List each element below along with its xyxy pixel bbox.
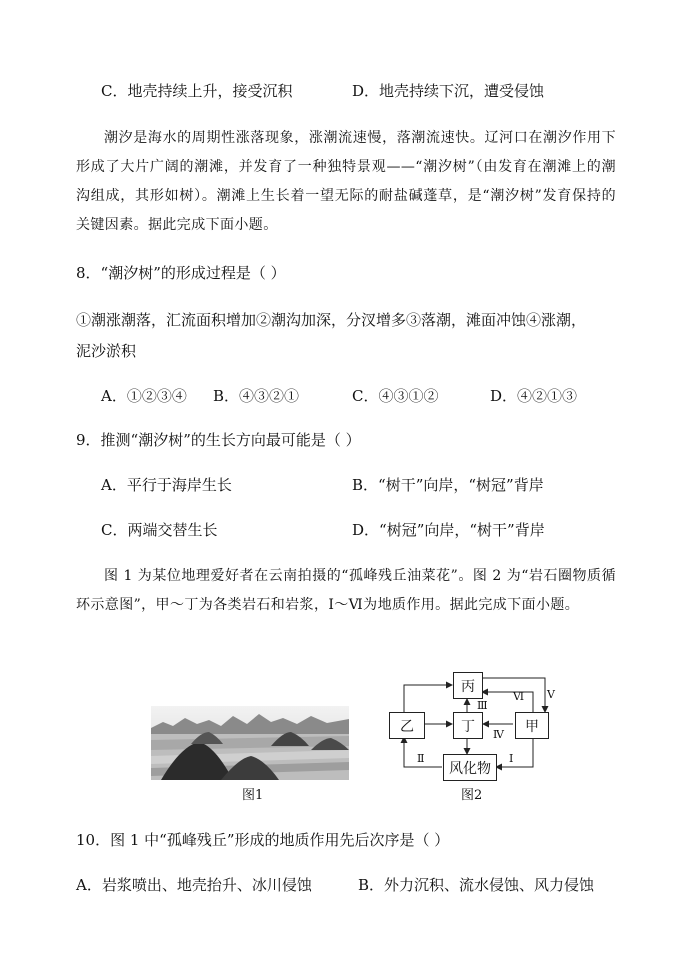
question-9-option-b: B．“树干”向岸，“树冠”背岸 <box>352 476 544 494</box>
node-yi: 乙 <box>389 712 425 739</box>
passage-tidal-tree: 潮汐是海水的周期性涨落现象，涨潮流速慢，落潮流速快。辽河口在潮汐作用下形成了大片广阔的潮滩，并发育了一种独特景观——“潮汐树”（由发育在潮滩上的潮沟组成，其形如树）。潮滩上生长着一望无际的耐盐碱蓬草，是“潮汐树”发育保持的关键因素。据此完成下面小题。 <box>76 130 616 233</box>
question-9-option-a: A．平行于海岸生长 <box>101 476 232 494</box>
label-process-3: Ⅲ <box>477 699 488 712</box>
figure-1-photo <box>151 706 349 780</box>
question-10-option-a: A．岩浆喷出、地壳抬升、冰川侵蚀 <box>76 876 312 894</box>
question-8-option-c: C．④③①② <box>352 387 439 405</box>
node-ding: 丁 <box>453 712 483 739</box>
figure-2-diagram <box>385 668 555 780</box>
label-process-2: Ⅱ <box>417 752 425 765</box>
question-10-option-b: B．外力沉积、流水侵蚀、风力侵蚀 <box>358 876 595 894</box>
option-d-prev: D．地壳持续下沉，遭受侵蚀 <box>352 82 545 100</box>
question-8-steps-line1: ①潮涨潮落，汇流面积增加②潮沟加深，分汊增多③落潮，滩面冲蚀④涨潮， <box>76 311 587 329</box>
option-c-prev: C．地壳持续上升，接受沉积 <box>101 82 293 100</box>
question-8-stem: 8．“潮汐树”的形成过程是（ ） <box>76 264 286 282</box>
passage-rock-cycle: 图 1 为某位地理爱好者在云南拍摄的“孤峰残丘油菜花”。图 2 为“岩石圈物质循环示意图”，甲～丁为各类岩石和岩浆，Ⅰ～Ⅵ为地质作用。据此完成下面小题。 <box>76 568 616 613</box>
node-bing: 丙 <box>453 672 483 699</box>
label-process-5: Ⅴ <box>547 688 555 701</box>
label-process-6: Ⅵ <box>513 690 525 703</box>
question-8-steps-line2: 泥沙淤积 <box>76 342 137 360</box>
figure-1-caption: 图1 <box>242 788 264 803</box>
figure-2-caption: 图2 <box>461 788 483 803</box>
label-process-4: Ⅳ <box>493 728 504 741</box>
question-8-option-b: B．④③②① <box>213 387 300 405</box>
question-9-stem: 9．推测“潮汐树”的生长方向最可能是（ ） <box>76 431 361 449</box>
question-8-option-a: A．①②③④ <box>101 387 187 405</box>
label-process-1: Ⅰ <box>509 752 514 765</box>
question-8-option-d: D．④②①③ <box>490 387 578 405</box>
question-10-stem: 10．图 1 中“孤峰残丘”形成的地质作用先后次序是（ ） <box>76 831 450 849</box>
question-9-option-c: C．两端交替生长 <box>101 521 218 539</box>
node-fenghuawu: 风化物 <box>443 754 497 781</box>
karst-landscape-image <box>151 706 349 780</box>
node-jia: 甲 <box>515 712 549 739</box>
question-9-option-d: D．“树冠”向岸，“树干”背岸 <box>352 521 545 539</box>
